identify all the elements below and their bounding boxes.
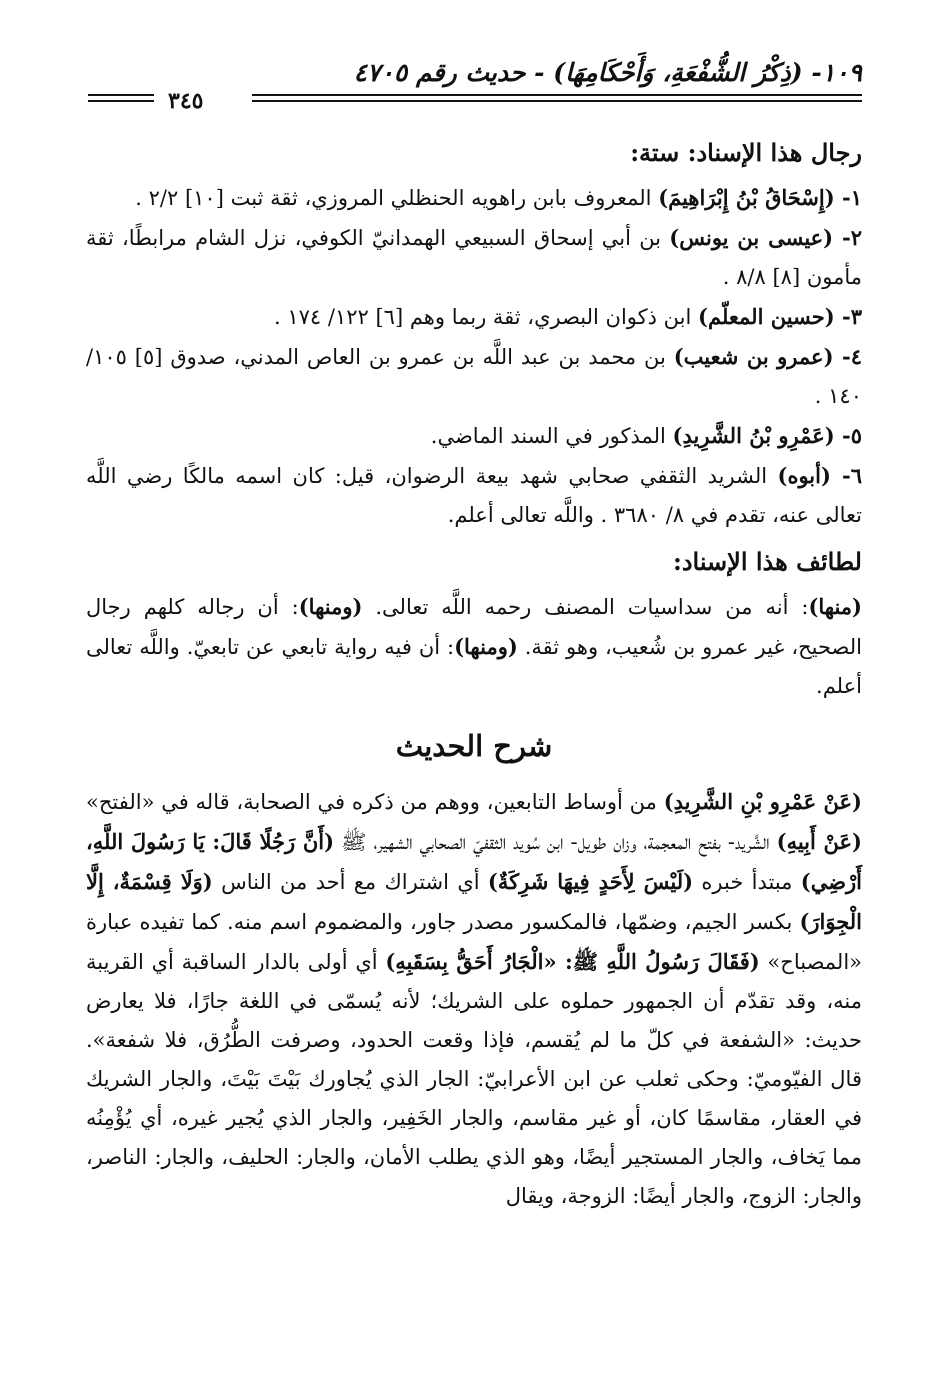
narrator-description: المعروف بابن راهويه الحنظلي المروزي، ثقة ثبت [١٠] ٢/٢ . [135,186,659,210]
isnad-heading: رجال هذا الإسناد: ستة: [630,138,862,167]
page-body [86,126,862,1216]
header-rule [252,94,862,96]
narrator-description: ابن ذكوان البصري، ثقة ربما وهم [٦] ١٢٢/ ١٧٤ . [273,305,699,329]
lataif-marker: (منها) [808,594,862,619]
narrator-name: ١- (إِسْحَاقُ بْنُ إِبْرَاهِيمَ) [658,185,862,210]
narrator-name: ٢- (عيسى بن يونس) [669,225,862,250]
commentary-paragraph [86,782,862,1216]
narrator-entry [86,178,862,218]
commentary-text: مبتدأ خبره [693,870,801,894]
narrator-description: المذكور في السند الماضي. [430,424,673,448]
narrator-name: ٣- (حسين المعلّم) [698,304,862,329]
header-rule [88,94,154,96]
hadith-quote: (أَنَّ رَجُلًا قَالَ: يَا رَسُولَ اللَّهِ، أَرْضِي) [86,829,863,894]
header-rule [88,100,154,102]
lataif-text: : أنه من سداسيات المصنف رحمه اللَّه تعالى. [362,595,809,619]
commentary-text: أي اشتراك مع أحد من الناس [212,870,488,894]
hadith-quote: (لَيْسَ لِأَحَدٍ فِيهَا شَرِكَةٌ) [487,869,694,894]
narrator-entry [86,218,862,297]
running-header [88,58,862,114]
lataif-heading: لطائف هذا الإسناد: [672,547,862,576]
page-number: ٣٤٥ [168,88,204,114]
commentary-text: الشَّريد- بفتح المعجمة، وزان طويل- ابن سُويد الثقفيّ الصحابي الشهير، ﷺ [334,830,777,854]
narrator-description: بن أبي إسحاق السبيعي الهمدانيّ الكوفي، نزل الشام مرابطًا، ثقة مأمون [٨] ٨/٨ . [86,226,862,289]
hadith-quote: (عَنْ عَمْرِو بْنِ الشَّرِيدِ) [663,789,862,814]
narrator-entry [86,416,862,456]
lataif-marker: (ومنها) [454,634,518,659]
lataif-paragraph [86,587,862,706]
hadith-quote: (وَلَا قِسْمَةٌ، إِلَّا الْجِوَارَ) [86,869,862,934]
hadith-quote: (فَقَالَ رَسُولُ اللَّهِ ﷺ: «الْجَارُ أَحَقُّ بِسَقَبِهِ) [385,949,760,974]
lataif-marker: (ومنها) [298,594,363,619]
commentary-text: أي أولى بالدار الساقبة أي القريبة منه، وقد تقدّم أن الجمهور حملوه على الشريك؛ لأنه يُسمّى في اللغة جارًا، فلا يعارض حديث: «الشفعة في كلّ ما لم يُقسم، فإذا وقعت الحدود، وصرفت الطُّرُق، فلا شفعة». قال الفيّوميّ: وحكى ثعلب عن ابن الأعرابيّ: الجار الذي يُجاورك بَيْتَ بَيْتَ، والجار الشريك في العقار، مقاسمًا كان، أو غير مقاسم، والجار الخَفِير، والجار الذي يُجير غيره، أي يُؤْمِنُه مما يَخاف، والجار المستجير أيضًا، وهو الذي يطلب الأمان، والجار: الحليف، والجار: الناصر، والجار: الزوج، والجار أيضًا: الزوجة، ويقال [86,950,862,1208]
header-title: ١٠٩- (ذِكْرُ الشُّفْعَةِ، وَأَحْكَامِهَا) - حديث رقم ٤٧٠٥ [353,58,862,87]
commentary-text: من أوساط التابعين، ووهم من ذكره في الصحابة، قاله في «الفتح» [86,790,664,814]
narrator-name: ٥- (عَمْرِو بْنُ الشَّرِيدِ) [672,423,862,448]
header-rule [252,100,862,102]
narrator-entry [86,456,862,535]
narrator-description: الشريد الثقفي صحابي شهد بيعة الرضوان، قيل: كان اسمه مالكًا رضي اللَّه تعالى عنه، تقدم في ٨/ ٣٦٨٠ . واللَّه تعالى أعلم. [86,464,862,527]
narrator-description: بن محمد بن عبد اللَّه بن عمرو بن العاص المدني، صدوق [٥] ١٠٥/ ١٤٠ . [86,345,862,408]
hadith-quote: (عَنْ أَبِيهِ) [776,829,862,854]
lataif-text: : أن رجاله كلهم رجال الصحيح، غير عمرو بن شُعيب، وهو ثقة. [86,595,862,659]
narrator-name: ٤- (عمرو بن شعيب) [673,344,862,369]
narrator-entry [86,297,862,337]
narrator-name: ٦- (أبوه) [777,463,862,488]
section-title: شرح الحديث [395,729,553,763]
narrator-entry [86,337,862,416]
commentary-text: بكسر الجيم، وضمّها، فالمكسور مصدر جاور، والمضموم اسم منه. كما تفيده عبارة «المصباح» [86,910,863,974]
lataif-text: : أن فيه رواية تابعي عن تابعيّ. واللَّه تعالى أعلم. [86,635,862,698]
